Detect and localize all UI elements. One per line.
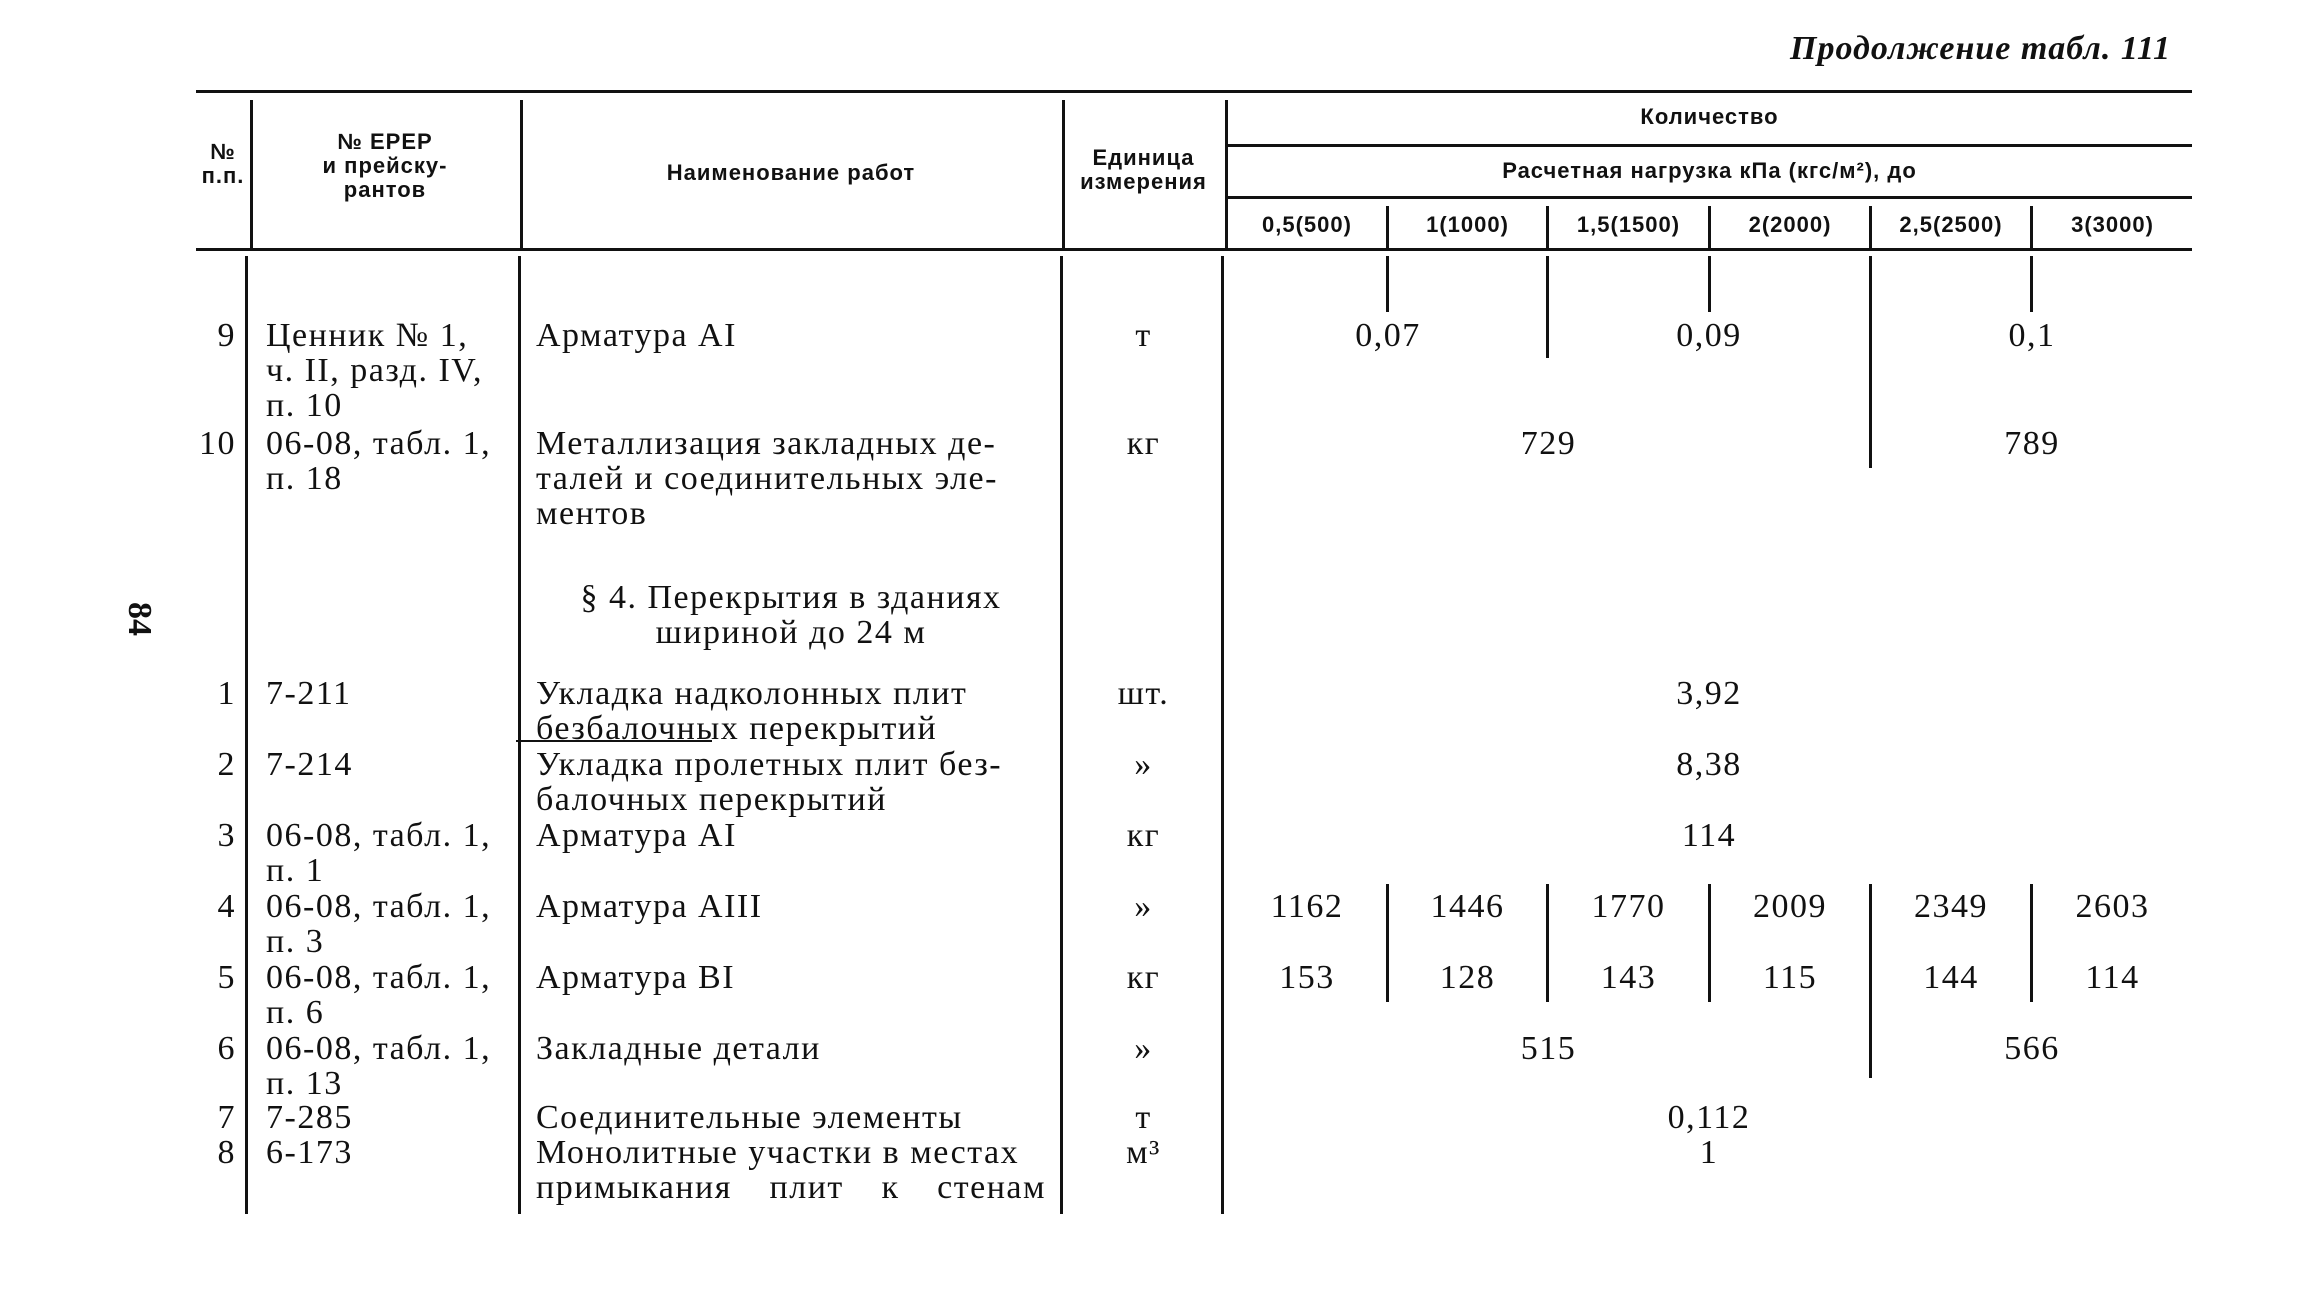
row-number: 5 xyxy=(217,959,236,996)
unit: » xyxy=(1134,746,1153,783)
row-number: 10 xyxy=(199,425,236,462)
quantity-value: 1 xyxy=(1699,1134,1719,1171)
quantity-value: 2349 xyxy=(1914,888,1988,925)
erer-code: 06-08, табл. 1, п. 3 xyxy=(266,888,492,960)
quantity-value: 2009 xyxy=(1753,888,1827,925)
work-name: Укладка надколонных плит безбалочных перекрытий xyxy=(536,675,968,747)
quantity-value: 115 xyxy=(1762,959,1818,996)
header-load-col: 3(3000) xyxy=(2071,212,2154,237)
header-unit: Единица измерения xyxy=(1080,145,1207,194)
work-name: Укладка пролетных плит без- балочных перекрытий xyxy=(536,746,1003,818)
header-load-col: 2,5(2500) xyxy=(1899,212,2003,237)
unit: кг xyxy=(1126,959,1161,996)
quantity-value: 515 xyxy=(1520,1030,1577,1067)
unit: кг xyxy=(1126,817,1161,854)
quantity-value: 114 xyxy=(1681,817,1737,854)
quantity-value: 143 xyxy=(1600,959,1657,996)
erer-code: 7-214 xyxy=(266,746,353,783)
quantity-value: 114 xyxy=(2085,959,2140,996)
quantity-value: 1446 xyxy=(1430,888,1505,925)
quantity-value: 3,92 xyxy=(1676,675,1742,712)
row-number: 4 xyxy=(217,888,236,925)
erer-code: 06-08, табл. 1, п. 13 xyxy=(266,1030,492,1102)
quantity-value: 8,38 xyxy=(1676,746,1742,783)
row-number: 2 xyxy=(217,746,236,783)
work-name: Арматура АIII xyxy=(536,888,763,925)
quantity-value: 566 xyxy=(2004,1030,2060,1067)
quantity-value: 128 xyxy=(1439,959,1496,996)
row-number: 8 xyxy=(217,1134,236,1171)
work-name: Арматура ВI xyxy=(536,959,736,996)
row-number: 1 xyxy=(217,675,236,712)
erer-code: 7-285 xyxy=(266,1099,353,1136)
work-name: Соединительные элементы xyxy=(536,1099,963,1136)
row-number: 6 xyxy=(217,1030,236,1067)
header-load-col: 0,5(500) xyxy=(1262,212,1352,237)
erer-code: 06-08, табл. 1, п. 18 xyxy=(266,425,492,497)
quantity-value: 789 xyxy=(2004,425,2060,462)
unit: шт. xyxy=(1117,675,1170,712)
quantity-value: 729 xyxy=(1520,425,1577,462)
row-number: 9 xyxy=(217,317,236,354)
unit: » xyxy=(1134,1030,1153,1067)
unit: » xyxy=(1134,888,1153,925)
unit: т xyxy=(1135,1099,1152,1136)
unit: м³ xyxy=(1126,1134,1161,1171)
erer-code: 7-211 xyxy=(266,675,352,712)
erer-code: 6-173 xyxy=(266,1134,353,1171)
page-number: 84 xyxy=(121,602,158,636)
quantity-value: 1162 xyxy=(1270,888,1344,925)
work-name: Арматура АI xyxy=(536,817,737,854)
unit: т xyxy=(1135,317,1152,354)
quantity-value: 2603 xyxy=(2075,888,2150,925)
continuation-title: Продолжение табл. 111 xyxy=(1790,30,2172,67)
quantity-value: 0,09 xyxy=(1676,317,1742,354)
header-load-col: 1,5(1500) xyxy=(1576,212,1681,237)
section-title: § 4. Перекрытия в зданиях шириной до 24 м xyxy=(580,579,1002,651)
quantity-value: 153 xyxy=(1279,959,1335,996)
header-erer: № ЕРЕР и прейску- рантов xyxy=(322,129,448,202)
unit: кг xyxy=(1126,425,1161,462)
header-load: Расчетная нагрузка кПа (кгс/м²), до xyxy=(1502,158,1917,183)
quantity-value: 144 xyxy=(1923,959,1979,996)
header-load-col: 1(1000) xyxy=(1426,212,1509,237)
header-num: № п.п. xyxy=(201,139,245,188)
quantity-value: 0,1 xyxy=(2008,317,2056,354)
row-number: 7 xyxy=(217,1099,236,1136)
work-name: Монолитные участки в местах примыкания плит к стенам xyxy=(536,1134,1046,1206)
quantity-value: 1770 xyxy=(1591,888,1666,925)
erer-code: 06-08, табл. 1, п. 1 xyxy=(266,817,492,889)
work-name: Металлизация закладных де- талей и соединительных эле- ментов xyxy=(536,425,998,532)
quantity-value: 0,07 xyxy=(1355,317,1421,354)
work-name: Арматура АI xyxy=(536,317,737,354)
header-name: Наименование работ xyxy=(666,160,916,185)
erer-code: 06-08, табл. 1, п. 6 xyxy=(266,959,492,1031)
header-quantity: Количество xyxy=(1640,104,1779,129)
quantity-value: 0,112 xyxy=(1667,1099,1751,1136)
row-number: 3 xyxy=(217,817,236,854)
work-name: Закладные детали xyxy=(536,1030,821,1067)
erer-code: Ценник № 1, ч. II, разд. IV, п. 10 xyxy=(266,317,483,424)
header-load-col: 2(2000) xyxy=(1748,212,1832,237)
